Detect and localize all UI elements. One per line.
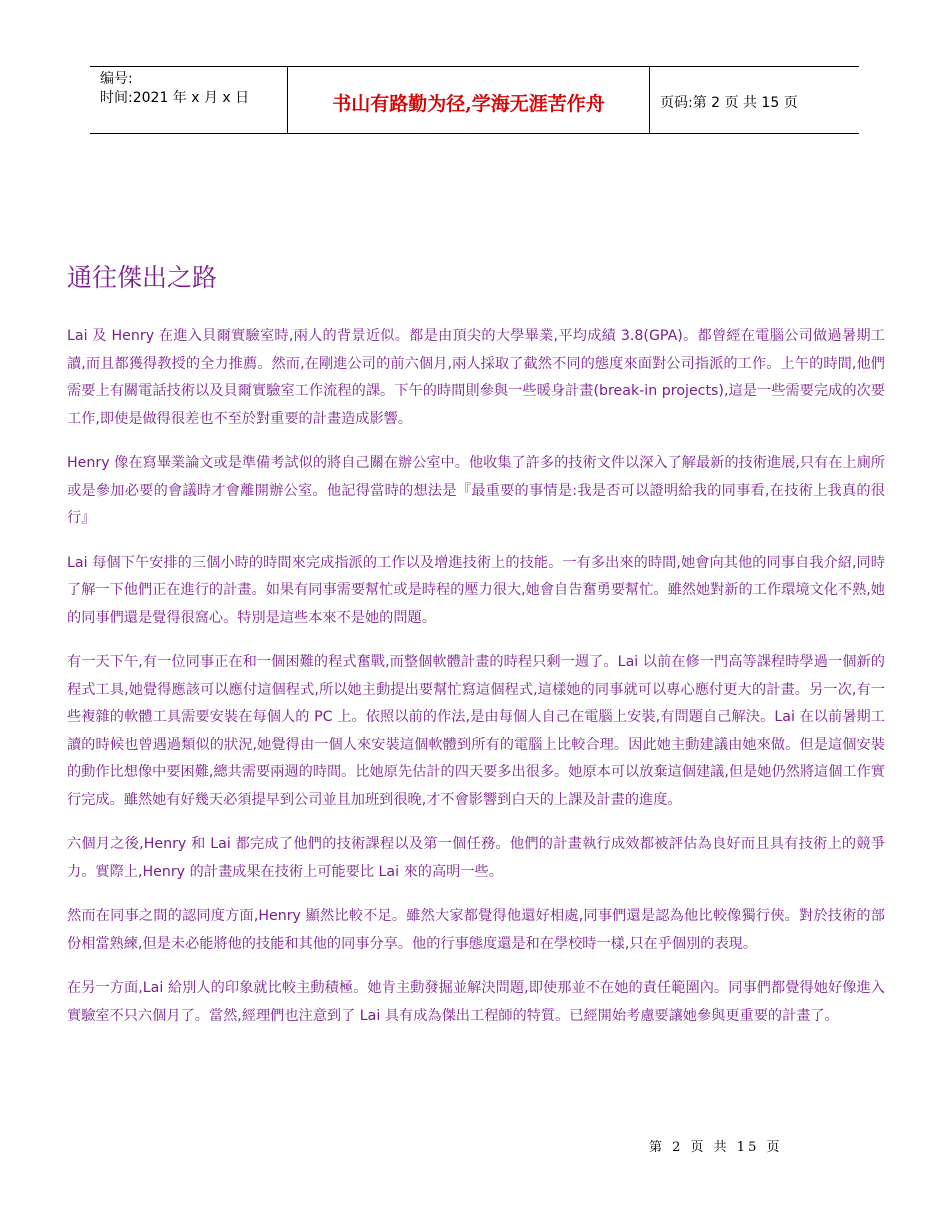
paragraph: 六個月之後,Henry 和 Lai 都完成了他們的技術課程以及第一個任務。他們的計畫執行成效都被評估為良好而且具有技術上的競爭力。實際上,Henry 的計畫成果在技術上可能要比 Lai 來的高明一些。 (67, 836, 885, 880)
header-table (90, 66, 859, 134)
paragraph: 然而在同事之間的認同度方面,Henry 顯然比較不足。雖然大家都覺得他還好相處,同事們還是認為他比較像獨行俠。對於技術的部份相當熟練,但是未必能將他的技能和其他的同事分享。他的行事態度還是和在學校時一樣,只在乎個別的表現。 (67, 908, 885, 952)
paragraph: 有一天下午,有一位同事正在和一個困難的程式奮戰,而整個軟體計畫的時程只剩一週了。Lai 以前在修一門高等課程時學過一個新的程式工具,她覺得應該可以應付這個程式,所以她主動提出要幫忙寫這個程式,這樣她的同事就可以專心應付更大的計畫。另一次,有一些複雜的軟體工具需要安裝在每個人的 PC 上。依照以前的作法,是由每個人自己在電腦上安裝,有問題自己解決。Lai 在以前暑期工讀的時候也曾遇過類似的狀況,她覺得由一個人來安裝這個軟體到所有的電腦上比較合理。因此她主動建議由她來做。但是這個安裝的動作比想像中要困難,總共需要兩週的時間。比她原先估計的四天要多出很多。她原本可以放棄這個建議,但是她仍然將這個工作實行完成。雖然她有好幾天必須提早到公司並且加班到很晚,才不會影響到白天的上課及計畫的進度。 (67, 654, 885, 808)
page-title: 通往傑出之路 (67, 263, 218, 292)
header-motto: 书山有路勤为径,学海无涯苦作舟 (287, 67, 650, 133)
number-label: 编号: (100, 71, 133, 87)
header-page-label: 页码:第 2 页 共 15 页 (660, 95, 798, 111)
page-footer: 第 2 页 共 15 页 (649, 1140, 783, 1155)
time-label: 时间:2021 年 x 月 x 日 (100, 90, 250, 106)
paragraph: Lai 每個下午安排的三個小時的時間來完成指派的工作以及增進技術上的技能。一有多出來的時間,她會向其他的同事自我介紹,同時了解一下他們正在進行的計畫。如果有同事需要幫忙或是時程的壓力很大,她會自告奮勇要幫忙。雖然她對新的工作環境文化不熟,她的同事們還是覺得很窩心。特別是這些本來不是她的問題。 (67, 554, 885, 626)
header-meta (90, 67, 287, 133)
paragraph: Lai 及 Henry 在進入貝爾實驗室時,兩人的背景近似。都是由頂尖的大學畢業,平均成績 3.8(GPA)。都曾經在電腦公司做過暑期工讀,而且都獲得教授的全力推薦。然而,在剛進公司的前六個月,兩人採取了截然不同的態度來面對公司指派的工作。上午的時間,他們需要上有關電話技術以及貝爾實驗室工作流程的課。下午的時間則參與一些暖身計畫(break-in projects),這是一些需要完成的次要工作,即使是做得很差也不至於對重要的計畫造成影響。 (67, 328, 885, 427)
article-body (67, 323, 885, 1047)
paragraph: Henry 像在寫畢業論文或是準備考試似的將自己關在辦公室中。他收集了許多的技術文件以深入了解最新的技術進展,只有在上廁所或是參加必要的會議時才會離開辦公室。他記得當時的想法是『最重要的事情是:我是否可以證明給我的同事看,在技術上我真的很行』 (67, 455, 885, 526)
paragraph: 在另一方面,Lai 給別人的印象就比較主動積極。她肯主動發掘並解決問題,即使那並不在她的責任範圍內。同事們都覺得她好像進入實驗室不只六個月了。當然,經理們也注意到了 Lai 具有成為傑出工程師的特質。已經開始考慮要讓她參與更重要的計畫了。 (67, 980, 885, 1024)
